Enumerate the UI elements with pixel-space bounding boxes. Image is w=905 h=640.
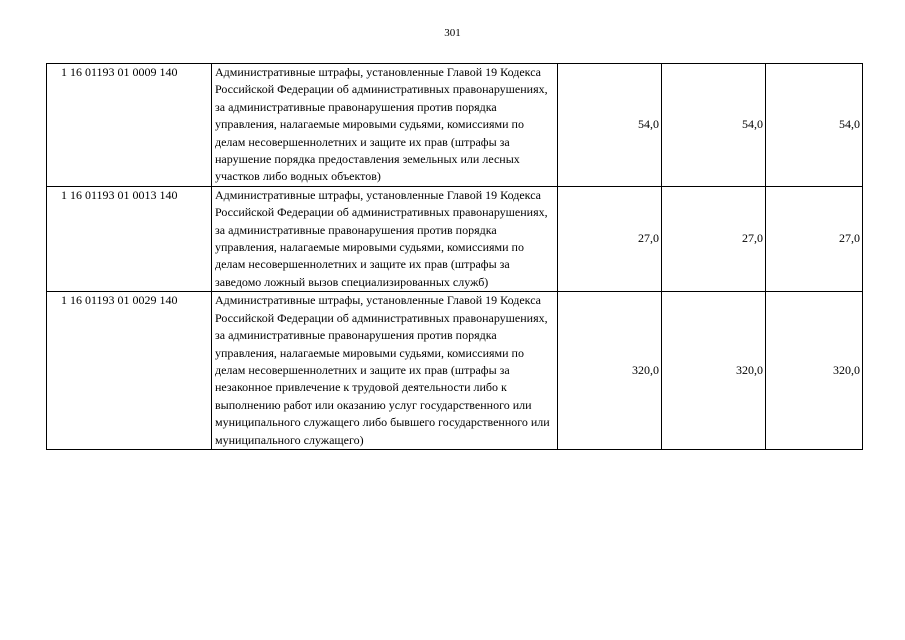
page-number: 301 xyxy=(444,27,461,39)
value-year-1: 320,0 xyxy=(558,292,662,450)
value-year-1: 27,0 xyxy=(558,186,662,291)
value-year-2: 320,0 xyxy=(662,292,766,450)
table-row xyxy=(47,292,863,450)
budget-table xyxy=(46,63,863,450)
revenue-name: Административные штрафы, установленные Главой 19 Кодекса Российской Федерации об административных правонарушениях, за административные правонарушения против порядка управления, налагаемые мировыми судьями, комиссиями по делам несовершеннолетних и защите их прав (штрафы за незаконное привлечение к трудовой деятельности либо к выполнению работ или оказанию услуг государственного или муниципального служащего либо бывшего государственного или муниципального служащего) xyxy=(212,292,558,450)
classification-code: 1 16 01193 01 0029 140 xyxy=(47,292,212,450)
table-row xyxy=(47,186,863,291)
value-year-3: 27,0 xyxy=(766,186,863,291)
classification-code: 1 16 01193 01 0009 140 xyxy=(47,64,212,187)
value-year-3: 54,0 xyxy=(766,64,863,187)
value-year-1: 54,0 xyxy=(558,64,662,187)
value-year-3: 320,0 xyxy=(766,292,863,450)
value-year-2: 54,0 xyxy=(662,64,766,187)
table-row xyxy=(47,64,863,187)
revenue-name: Административные штрафы, установленные Главой 19 Кодекса Российской Федерации об административных правонарушениях, за административные правонарушения против порядка управления, налагаемые мировыми судьями, комиссиями по делам несовершеннолетних и защите их прав (штрафы за заведомо ложный вызов специализированных служб) xyxy=(212,186,558,291)
classification-code: 1 16 01193 01 0013 140 xyxy=(47,186,212,291)
value-year-2: 27,0 xyxy=(662,186,766,291)
revenue-name: Административные штрафы, установленные Главой 19 Кодекса Российской Федерации об административных правонарушениях, за административные правонарушения против порядка управления, налагаемые мировыми судьями, комиссиями по делам несовершеннолетних и защите их прав (штрафы за нарушение порядка предоставления земельных или лесных участков либо водных объектов) xyxy=(212,64,558,187)
